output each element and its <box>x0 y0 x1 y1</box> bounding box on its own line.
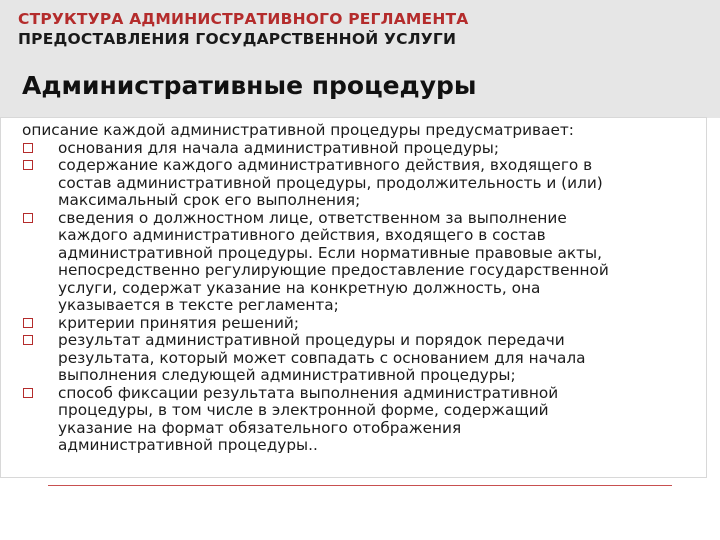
list-item-line: критерии принятия решений; <box>58 313 300 332</box>
list-item-line: услуги, содержат указание на конкретную должность, она <box>58 278 541 297</box>
list-item-line: максимальный срок его выполнения; <box>58 191 361 209</box>
list-item <box>22 332 694 385</box>
list-item <box>22 385 694 455</box>
hollow-square-bullet-icon <box>23 143 33 153</box>
hollow-square-bullet-icon <box>23 335 33 345</box>
list-item-line: указывается в тексте регламента; <box>58 296 339 314</box>
list-item-line: административной процедуры. Если нормативные правовые акты, <box>58 243 602 262</box>
list-item <box>22 140 694 158</box>
list-item-line: содержание каждого административного действия, входящего в <box>58 156 593 174</box>
section-supertitle <box>18 9 468 49</box>
intro-text: описание каждой административной процедуры предусматривает: <box>22 121 574 139</box>
list-item-line: каждого административного действия, входящего в состав <box>58 226 546 244</box>
hollow-square-bullet-icon <box>23 318 33 328</box>
bottom-divider <box>48 485 672 486</box>
hollow-square-bullet-icon <box>23 213 33 223</box>
hollow-square-bullet-icon <box>23 160 33 170</box>
list-item-line: непосредственно регулирующие предоставление государственной <box>58 261 609 279</box>
list-item-line: процедуры, в том числе в электронной форме, содержащий <box>58 401 549 419</box>
list-item-line: результата, который может совпадать с основанием для начала <box>58 348 586 367</box>
list-item-line: административной процедуры.. <box>58 436 318 454</box>
list-item-line: состав административной процедуры, продолжительность и (или) <box>58 173 603 192</box>
procedure-requirements-list <box>22 140 694 455</box>
list-item-line: указание на формат обязательного отображения <box>58 418 462 437</box>
list-item-line: основания для начала административной процедуры; <box>58 138 500 157</box>
supertitle-line-1: СТРУКТУРА АДМИНИСТРАТИВНОГО РЕГЛАМЕНТА <box>18 10 469 28</box>
list-item-line: сведения о должностном лице, ответственном за выполнение <box>58 208 567 227</box>
content-body <box>22 122 694 455</box>
list-item-line: результат административной процедуры и порядок передачи <box>58 331 565 349</box>
slide-title: Административные процедуры <box>22 71 477 100</box>
list-item-line: выполнения следующей административной процедуры; <box>58 366 516 384</box>
hollow-square-bullet-icon <box>23 388 33 398</box>
list-item <box>22 210 694 315</box>
list-item-line: способ фиксации результата выполнения административной <box>58 383 559 402</box>
list-item <box>22 315 694 333</box>
supertitle-line-2: ПРЕДОСТАВЛЕНИЯ ГОСУДАРСТВЕННОЙ УСЛУГИ <box>18 30 457 48</box>
list-item <box>22 157 694 210</box>
